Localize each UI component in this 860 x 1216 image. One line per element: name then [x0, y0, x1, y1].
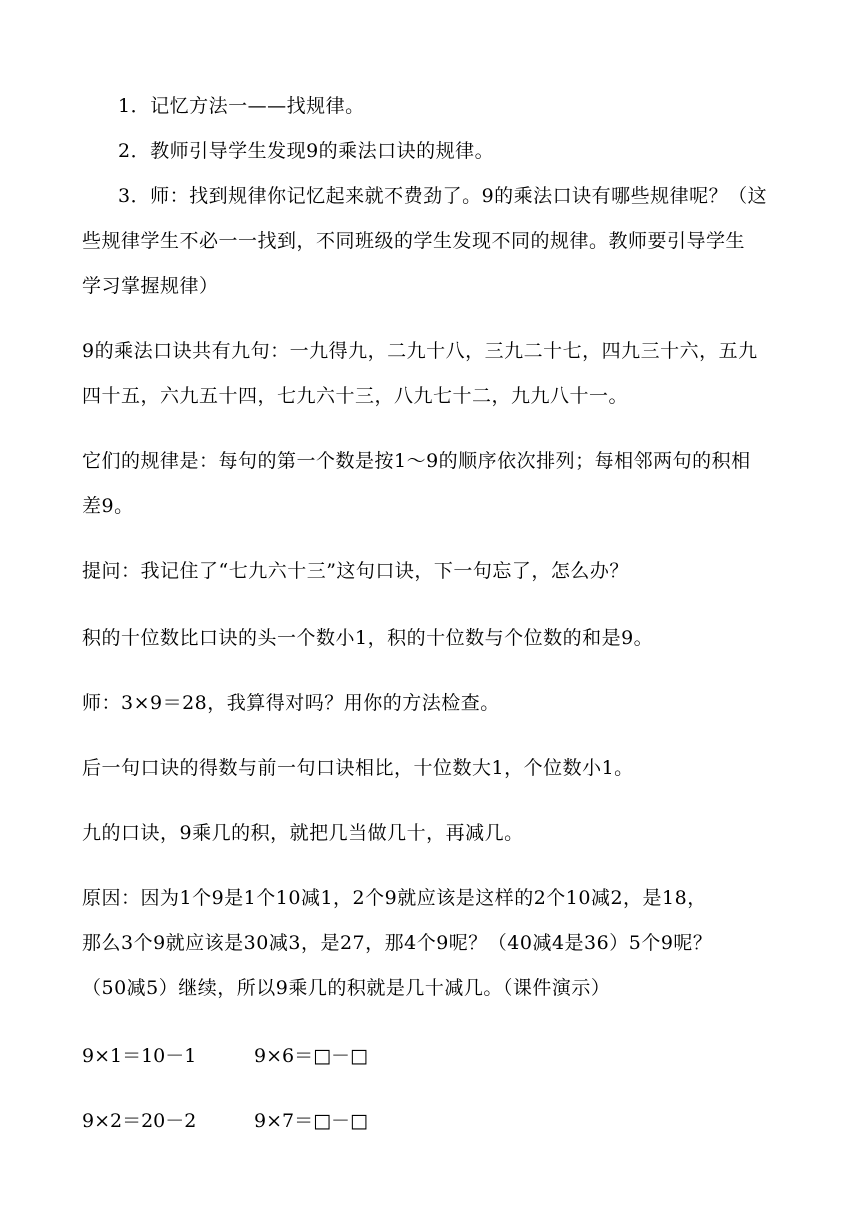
pattern-line-2: 差9。	[82, 495, 134, 517]
formula-left-2: 9×2＝20－2	[82, 1110, 197, 1132]
reason-line-1: 原因：因为1个9是1个10减1，2个9就应该是这样的2个10减2，是18，	[82, 887, 707, 909]
item-3-line-1: 3．师：找到规律你记忆起来就不费劲了。9的乘法口诀有哪些规律呢？（这	[118, 185, 768, 207]
rules-list-line-1: 9的乘法口诀共有九句：一九得九，二九十八，三九二十七，四九三十六，五九	[82, 340, 758, 362]
question-paragraph: 提问：我记住了“七九六十三”这句口诀，下一句忘了，怎么办？	[82, 560, 629, 582]
item-3-line-2: 些规律学生不必一一找到，不同班级的学生发现不同的规律。教师要引导学生	[82, 230, 746, 252]
formula-right-2: 9×7＝□－□	[254, 1110, 369, 1132]
compare-paragraph: 后一句口诀的得数与前一句口诀相比，十位数大1，个位数小1。	[82, 757, 634, 779]
formula-left-1: 9×1＝10－1	[82, 1045, 197, 1067]
pattern-line-1: 它们的规律是：每句的第一个数是按1～9的顺序依次排列；每相邻两句的积相	[82, 450, 751, 472]
item-1: 1．记忆方法一——找规律。	[118, 95, 365, 117]
item-2: 2．教师引导学生发现9的乘法口诀的规律。	[118, 140, 495, 162]
tens-digit-paragraph: 积的十位数比口诀的头一个数小1，积的十位数与个位数的和是9。	[82, 627, 654, 649]
reason-line-3: （50减5）继续，所以9乘几的积就是几十减几。（课件演示）	[82, 977, 611, 999]
reason-line-2: 那么3个9就应该是30减3，是27，那4个9呢？（40减4是36）5个9呢？	[82, 932, 713, 954]
check-paragraph: 师：3×9＝28，我算得对吗？用你的方法检查。	[82, 692, 500, 714]
item-3-line-3: 学习掌握规律）	[82, 275, 219, 297]
rules-list-line-2: 四十五，六九五十四，七九六十三，八九七十二，九九八十一。	[82, 385, 629, 407]
formula-right-1: 9×6＝□－□	[254, 1045, 369, 1067]
nine-trick-paragraph: 九的口诀，9乘几的积，就把几当做几十，再减几。	[82, 822, 524, 844]
